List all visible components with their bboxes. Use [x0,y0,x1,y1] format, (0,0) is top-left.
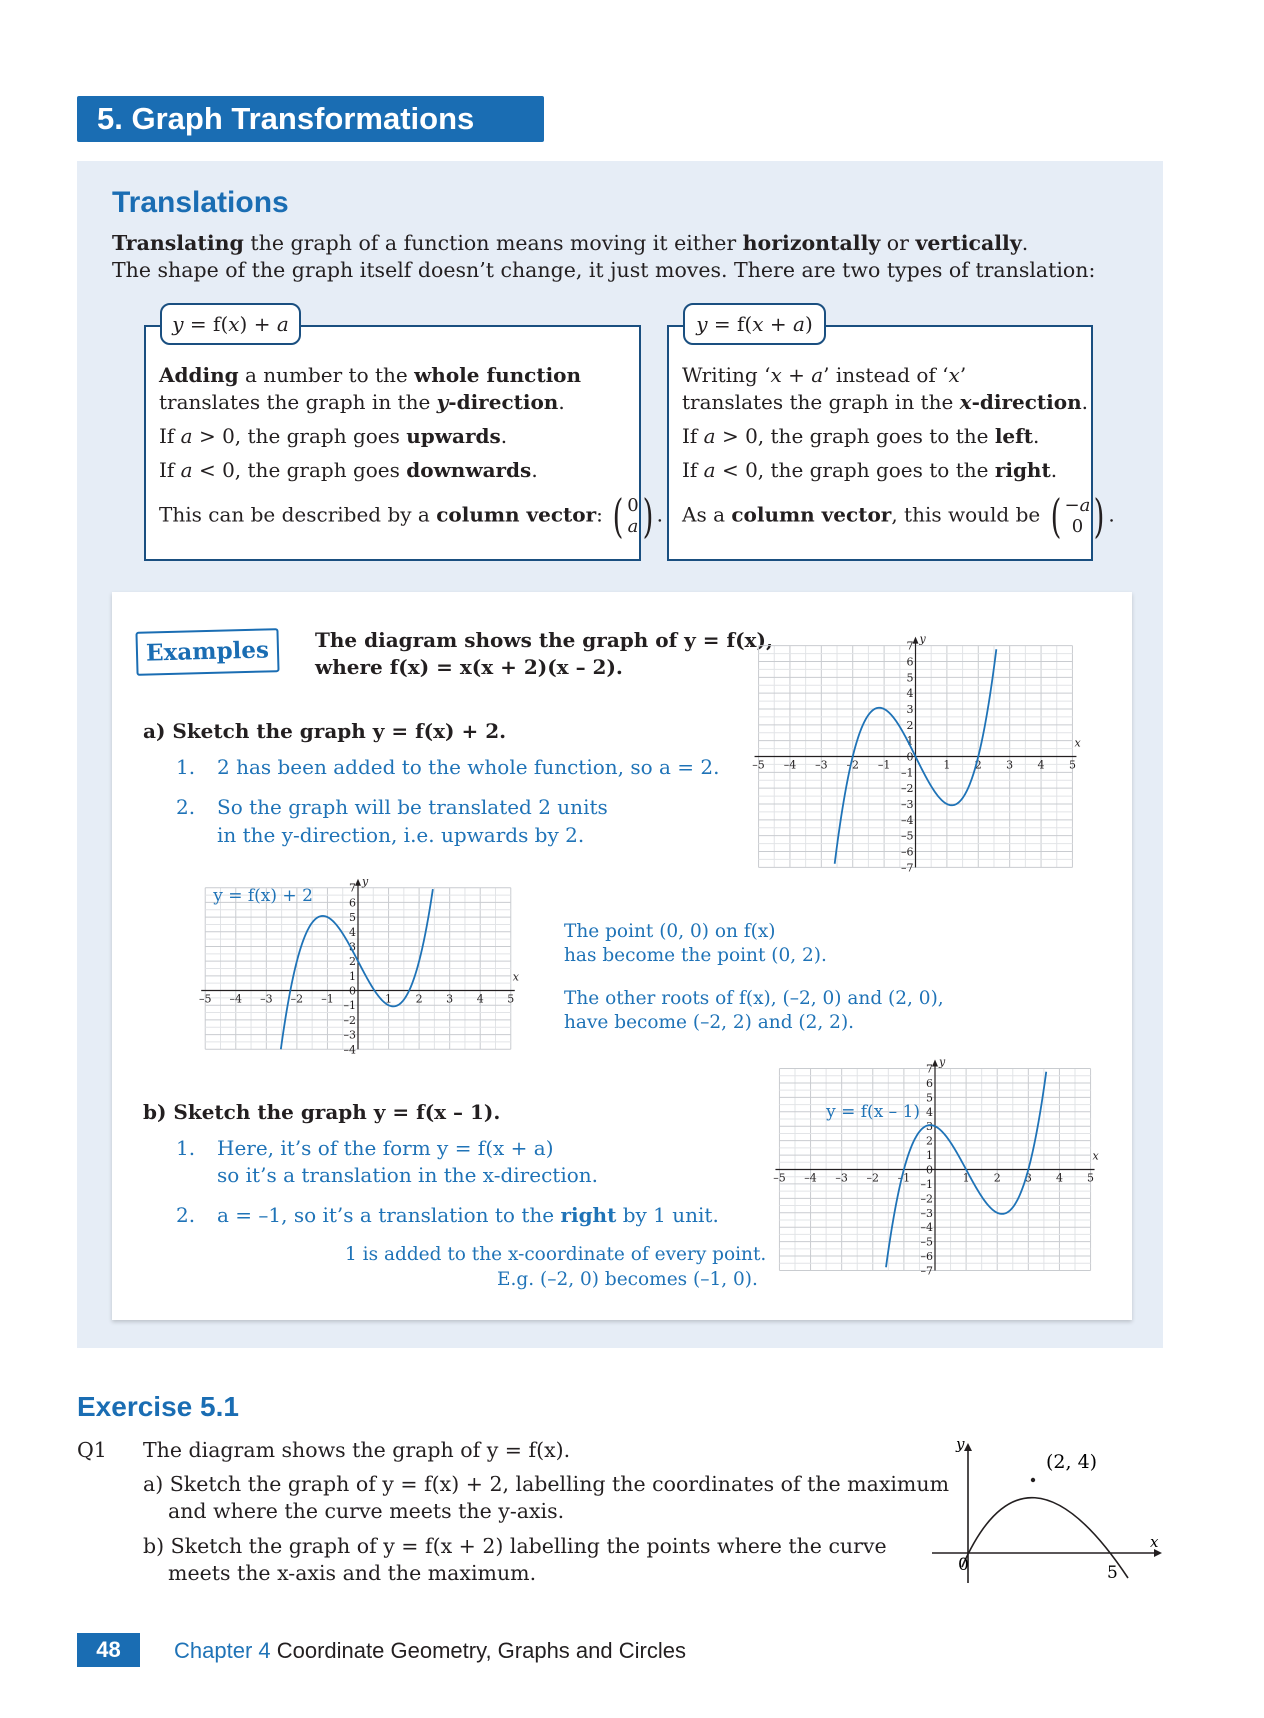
y-tick-label: 1 [926,1149,933,1163]
x-tick-label: –2 [290,992,304,1006]
y-tick-label: 5 [926,1091,933,1105]
q1-part-a-line-1: a) Sketch the graph of y = f(x) + 2, labelling the coordinates of the maximum [143,1472,950,1496]
x-tick-label: –3 [815,758,828,772]
footer-chapter [174,1638,686,1664]
rule-tab-vertical: y = f(x) + a [160,303,301,345]
y-tick-label: –2 [901,782,914,796]
right-line-1: Writing ‘x + a’ instead of ‘x’ [682,363,967,387]
y-tick-label: –1 [343,999,356,1013]
part-b-step-1-line-2: so it’s a translation in the x-direction. [217,1163,598,1187]
note-origin-line-2: has become the point (0, 2). [564,945,827,966]
left-line-4: If a < 0, the graph goes downwards. [159,458,538,482]
y-tick-label: 3 [349,940,356,954]
left-line-1: Adding a number to the whole function [159,363,582,387]
x-tick-label: 2 [415,992,423,1006]
examples-intro-1: The diagram shows the graph of y = f(x), [315,628,773,652]
part-a-step-2-line-2: in the y-direction, i.e. upwards by 2. [217,823,585,847]
x-tick-label: 2 [974,758,982,772]
y-tick-label: –1 [920,1177,933,1191]
y-tick-label: 4 [906,687,914,701]
graph-f-plus-2 [193,876,523,1061]
x-tick-label: –1 [321,992,334,1006]
part-b-title: b) Sketch the graph y = f(x – 1). [143,1100,501,1124]
page-number: 48 [77,1633,140,1667]
x-tick-label: –1 [877,758,891,772]
right-line-2: translates the graph in the x-direction. [682,390,1089,414]
part-a-step-1-number: 1. [176,755,196,779]
y-tick-label: 5 [906,671,914,685]
q1-max-label: (2, 4) [1046,1451,1098,1473]
x-tick-label: –4 [229,992,243,1006]
y-tick-label: 5 [349,911,356,925]
x-tick-label: 1 [385,992,393,1006]
q1-root-label: 5 [1107,1563,1118,1583]
graph-f [746,633,1085,880]
function-curve [281,889,433,1049]
y-tick-label: 0 [349,984,356,998]
q1-curve [962,1498,1128,1578]
part-a-step-2-line-1: So the graph will be translated 2 units [217,795,608,819]
x-tick-label: 4 [1055,1171,1063,1185]
part-b-note-line-2: E.g. (–2, 0) becomes (–1, 0). [497,1269,758,1290]
y-tick-label: 3 [926,1120,933,1134]
x-tick-label: –3 [260,992,273,1006]
part-b-step-1-line-1: Here, it’s of the form y = f(x + a) [217,1136,554,1160]
y-tick-label: 2 [926,1134,933,1148]
part-a-title: a) Sketch the graph y = f(x) + 2. [143,719,507,743]
examples-intro-2: where f(x) = x(x + 2)(x – 2). [315,655,623,679]
x-tick-label: 4 [476,992,484,1006]
y-tick-label: 0 [906,750,914,764]
y-tick-label: 7 [349,881,356,895]
y-tick-label: –6 [901,845,914,859]
x-tick-label: 5 [1068,758,1076,772]
section-title: 5. Graph Transformations [77,96,544,142]
left-line-5: This can be described by a column vector: ( 0 a ) . [159,489,663,543]
q1-y-arrow [964,1443,972,1451]
x-tick-label: 3 [446,992,454,1006]
note-roots-line-1: The other roots of f(x), (–2, 0) and (2, 0), [564,988,944,1009]
x-tick-label: –2 [846,758,859,772]
column-vector-vertical: ( 0 a ) [612,489,654,543]
y-tick-label: –4 [343,1043,356,1057]
q1-part-a-line-2: and where the curve meets the y-axis. [168,1499,565,1523]
y-tick-label: 7 [926,1062,933,1076]
y-tick-label: –5 [920,1235,933,1249]
left-line-2: translates the graph in the y-direction. [159,390,565,414]
graph-equation-label: y = f(x) + 2 [213,886,313,907]
note-roots-line-2: have become (–2, 2) and (2, 2). [564,1012,855,1033]
exercise-heading: Exercise 5.1 [77,1391,239,1422]
x-tick-label: 3 [1024,1171,1032,1185]
column-vector-horizontal: ( −a 0 ) [1050,489,1105,543]
y-tick-label: –5 [901,829,914,843]
x-tick-label: 5 [507,992,515,1006]
x-tick-label: –3 [835,1171,848,1185]
y-tick-label: 4 [349,925,356,939]
x-tick-label: 1 [962,1171,970,1185]
y-tick-label: –6 [920,1250,933,1264]
part-b-step-1-number: 1. [176,1136,196,1160]
part-b-step-2: a = –1, so it’s a translation to the right by 1 unit. [217,1203,719,1227]
right-line-4: If a < 0, the graph goes to the right. [682,458,1058,482]
y-tick-label: –1 [901,766,914,780]
y-tick-label: –3 [920,1206,933,1220]
y-tick-label: –2 [920,1192,933,1206]
y-tick-label: 1 [349,969,356,983]
y-axis-label: y [939,1057,946,1069]
chapter-title: Coordinate Geometry, Graphs and Circles [276,1638,686,1663]
x-axis-label: x [1092,1149,1099,1163]
note-origin-line-1: The point (0, 0) on f(x) [564,921,776,942]
examples-badge: Examples [135,628,279,676]
x-axis-label: x [512,970,519,984]
part-a-step-1: 2 has been added to the whole function, so a = 2. [217,755,720,779]
y-tick-label: 6 [926,1076,933,1090]
x-tick-label: –4 [804,1171,817,1185]
x-tick-label: –5 [773,1171,786,1185]
graph-f-x-minus-1 [767,1057,1103,1282]
q1-max-point [1031,1478,1035,1482]
x-tick-label: –5 [198,992,212,1006]
x-tick-label: 5 [1087,1171,1095,1185]
x-tick-label: –2 [866,1171,880,1185]
right-line-3: If a > 0, the graph goes to the left. [682,424,1040,448]
y-tick-label: 2 [349,955,356,969]
q1-origin-label: 0 [958,1555,969,1575]
y-tick-label: 1 [906,734,914,748]
right-line-5: As a column vector, this would be ( −a 0 ) . [682,489,1115,543]
left-line-3: If a > 0, the graph goes upwards. [159,424,508,448]
y-tick-label: 6 [906,655,914,669]
x-tick-label: 2 [993,1171,1001,1185]
y-tick-label: 0 [926,1163,933,1177]
x-tick-label: –5 [752,758,765,772]
y-tick-label: –4 [901,813,914,827]
translations-heading: Translations [112,186,289,219]
chapter-label: Chapter 4 [174,1638,271,1663]
graph-equation-label: y = f(x – 1) [826,1101,921,1122]
y-tick-label: –7 [901,861,914,875]
part-b-note-line-1: 1 is added to the x-coordinate of every point. [345,1244,767,1265]
y-axis-label: y [362,876,369,888]
intro-line-1: Translating the graph of a function means moving it either horizontally or vertically. [112,231,1029,255]
q1-y-label: y [956,1438,965,1453]
y-tick-label: –3 [343,1028,356,1042]
y-tick-label: 6 [349,896,356,910]
q1-part-b-line-2: meets the x-axis and the maximum. [168,1561,537,1585]
y-tick-label: –2 [343,1013,356,1027]
part-a-step-2-number: 2. [176,795,196,819]
y-tick-label: 7 [906,639,914,653]
rule-tab-horizontal: y = f(x + a) [683,303,826,345]
y-tick-label: –4 [920,1221,933,1235]
intro-line-2: The shape of the graph itself doesn’t change, it just moves. There are two types of translation: [112,258,1096,282]
q1-part-b-line-1: b) Sketch the graph of y = f(x + 2) labelling the points where the curve [143,1534,887,1558]
x-tick-label: –1 [897,1171,911,1185]
y-tick-label: –7 [920,1264,933,1278]
y-axis-label: y [919,633,926,646]
x-tick-label: 3 [1006,758,1014,772]
x-axis-label: x [1074,736,1081,750]
part-b-step-2-number: 2. [176,1203,196,1227]
q1-stem: The diagram shows the graph of y = f(x). [143,1438,571,1462]
y-tick-label: 3 [906,703,914,716]
y-tick-label: 2 [906,718,914,732]
y-tick-label: –3 [901,798,914,811]
y-tick-label: 4 [926,1105,933,1119]
x-tick-label: 4 [1037,758,1045,772]
x-tick-label: –4 [783,758,797,772]
x-tick-label: 1 [943,758,951,772]
q1-number: Q1 [77,1438,107,1462]
q1-graph [928,1438,1168,1588]
q1-x-label: x [1150,1533,1159,1551]
